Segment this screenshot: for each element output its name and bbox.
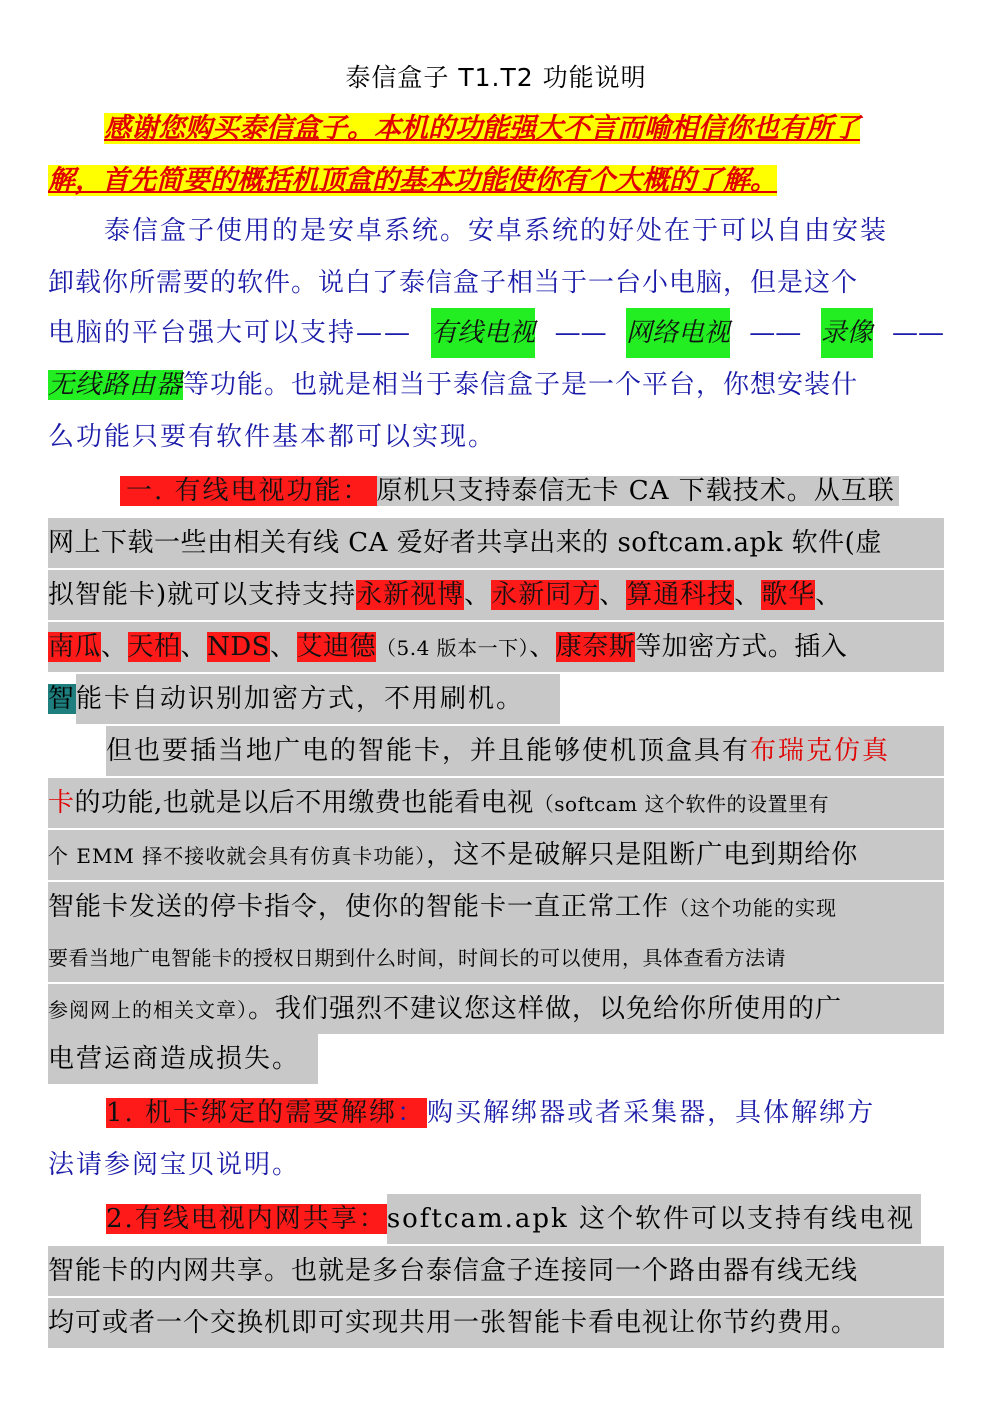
item1-line-1 [48,1088,944,1138]
para2-text-6small: 参阅网上的相关文章） [48,998,248,1022]
para1-text-3a: 电脑的平台强大可以支持—— [48,318,413,348]
ca-system-1: 永新视博 [356,580,465,610]
intro-text-2: 解，首先简要的概括机顶盒的基本功能使你有个大概的了解。 [48,165,777,196]
section1-heading: 一. 有线电视功能： [120,476,377,506]
section1-text-3a: 拟智能卡)就可以支持支持 [48,580,357,610]
para2-text-1a: 但也要插当地广电的智能卡，并且能够使机顶盒具有 [106,736,751,766]
separator: 、 [815,580,843,610]
tag-network-tv: 网络电视 [626,308,730,358]
item2-text-2: 智能卡的内网共享。也就是多台泰信盒子连接同一个路由器有线无线 [48,1256,859,1286]
para2-line-6 [48,984,944,1034]
separator: 、 [734,580,762,610]
para2-text-7: 电营运商造成损失。 [48,1044,301,1074]
intro-text-1: 感谢您购买泰信盒子。本机的功能强大不言而喻相信你也有所了 [104,113,860,144]
item2-line-3 [48,1298,944,1348]
para2-text-6b: 。我们强烈不建议您这样做，以免给你所使用的广 [248,994,843,1024]
para1-text-2: 卸载你所需要的软件。说白了泰信盒子相当于一台小电脑，但是这个 [48,268,859,298]
ca-system-2: 永新同方 [491,580,600,610]
ca-system-4: 歌华 [761,580,816,610]
separator: 、 [599,580,627,610]
ca-system-3: 算通科技 [626,580,735,610]
separator: 、 [529,632,556,662]
para2-line-5 [48,932,944,982]
item1-heading: 1. 机卡绑定的需要解绑 [106,1098,398,1128]
para2-line-4 [48,882,944,932]
ca-system-8: 艾迪德 [296,632,377,662]
para1-line-1 [48,206,944,256]
section1-line-5 [48,674,560,724]
intro-line-2 [48,156,944,206]
ca-system-9: 康奈斯 [555,632,636,662]
tag-recording: 录像 [821,308,873,358]
section1-text-4end: 等加密方式。插入 [635,632,848,662]
para2-text-3b: ，这不是破解只是阻断广电到期给你 [426,840,859,870]
para1-line-2 [48,258,944,308]
para2-line-1 [48,726,944,776]
section1-line-2 [48,518,944,568]
item1-colon: ： [397,1098,426,1128]
item2-line-1 [48,1194,944,1244]
separator: 、 [269,632,297,662]
document-title: 泰信盒子 T1.T2 功能说明 [345,63,647,92]
para2-text-3small: 个 EMM 择不接收就会具有仿真卡功能） [48,844,427,868]
para1-text-5: 么功能只要有软件基本都可以实现。 [48,422,497,452]
item2-text-1b: softcam.apk 这个软件可以支持有线电视 [387,1194,921,1244]
para2-text-4small: （这个功能的实现 [669,896,838,920]
item1-text-1b: 购买解绑器或者采集器，具体解绑方 [427,1098,876,1128]
para1-line-3 [48,308,944,358]
para2-text-5small: 要看当地广电智能卡的授权日期到什么时间，时间长的可以使用，具体查看方法请 [48,946,786,970]
intro-line-1 [48,104,944,154]
para2-text-1red: 布瑞克仿真 [750,736,891,766]
para1-text-4b: 等功能。也就是相当于泰信盒子是一个平台，你想安装什 [183,370,859,400]
para2-line-7 [48,1034,318,1084]
para2-text-2red: 卡 [48,788,75,818]
ca-system-6: 天柏 [127,632,181,662]
item2-heading: 2.有线电视内网共享： [106,1204,387,1234]
tag-wireless-router: 无线路由器 [48,370,184,400]
item1-heading-box [106,1098,427,1128]
separator: 、 [101,632,128,662]
para2-line-2 [48,778,944,828]
separator: 、 [180,632,208,662]
version-note: （5.4 版本一下） [376,636,530,660]
item2-text-3: 均可或者一个交换机即可实现共用一张智能卡看电视让你节约费用。 [48,1308,859,1338]
section1-text-5: 能卡自动识别加密方式，不用刷机。 [76,674,560,724]
section1-text-2: 网上下载一些由相关有线 CA 爱好者共享出来的 softcam.apk 软件(虚 [48,528,882,558]
dash-3: —— [891,318,944,348]
separator: 、 [464,580,492,610]
section1-text-1b: 原机只支持泰信无卡 CA 下载技术。从互联 [377,476,899,506]
para2-text-2small: （softcam 这个软件的设置里有 [533,792,829,816]
para1-text-1: 泰信盒子使用的是安卓系统。安卓系统的好处在于可以自由安装 [104,216,889,246]
section1-first-char: 智 [48,684,77,714]
item2-line-2 [48,1246,944,1296]
para2-line-1-bg [106,726,944,776]
item1-text-2: 法请参阅宝贝说明。 [48,1150,301,1180]
para1-line-5 [48,412,944,462]
section1-line-1 [48,466,944,516]
item1-line-2 [48,1140,944,1190]
tag-cable-tv: 有线电视 [431,308,535,358]
para1-line-4 [48,360,944,410]
ca-system-7: NDS [207,632,270,662]
section1-line-3 [48,570,944,620]
dash-2: —— [749,318,802,348]
para2-text-2b: 的功能,也就是以后不用缴费也能看电视 [74,788,534,818]
para2-text-4a: 智能卡发送的停卡指令，使你的智能卡一直正常工作 [48,892,670,922]
para2-line-3 [48,830,944,880]
section1-line-4 [48,622,944,672]
ca-system-5: 南瓜 [48,632,102,662]
dash-1: —— [554,318,607,348]
